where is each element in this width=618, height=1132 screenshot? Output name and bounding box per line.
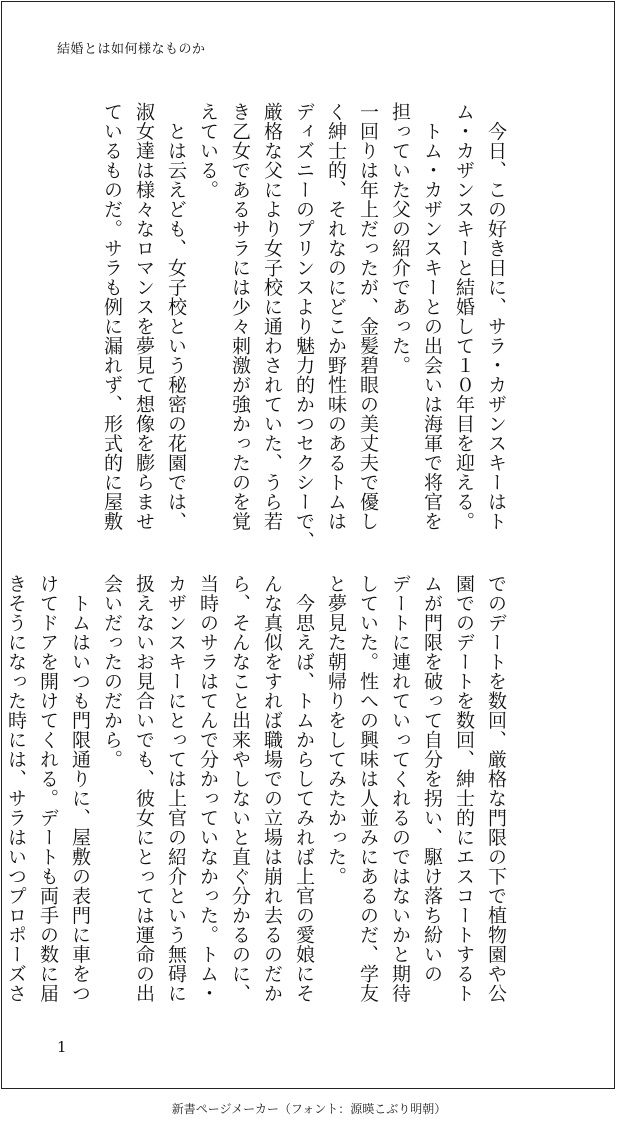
text-column: とは云えども、女子校という秘密の花園では、	[165, 102, 187, 531]
upper-text-block	[96, 102, 512, 551]
text-column: でのデートを数回、厳格な門限の下で植物園や公	[485, 574, 507, 1003]
running-title: 結婚とは如何様なものか	[57, 42, 206, 57]
text-column: き乙女であるサラには少々刺激が強かったのを覚	[229, 102, 251, 531]
text-column: ム・カザンスキーと結婚して１０年目を迎える。	[453, 102, 475, 531]
text-column: 扱えないお見合いでも、彼女にとっては運命の出	[133, 574, 155, 1003]
text-column: していた。性への興味は人並みにあるのだ、学友	[357, 574, 379, 1003]
text-column: トムはいつも門限通りに、屋敷の表門に車をつ	[69, 574, 91, 1003]
text-column: 会いだったのだから。	[101, 574, 123, 769]
text-column: きそうになった時には、サラはいつプロポーズさ	[5, 574, 27, 1003]
text-column: ているものだ。サラも例に漏れず、形式的に屋敷	[101, 102, 123, 531]
text-column: デートに連れていってくれるのではないかと期待	[389, 574, 411, 1003]
text-column: んな真似をすれば職場での立場は崩れ去るのだか	[261, 574, 283, 1003]
text-column: 当時のサラはてんで分かっていなかった。トム・	[197, 574, 219, 1003]
text-column: カザンスキーにとっては上官の紹介という無碍に	[165, 574, 187, 1003]
footer-credit: 新書ページメーカー（フォント：源暎こぶり明朝）	[171, 1102, 447, 1116]
text-column: と夢見た朝帰りをしてみたかった。	[325, 574, 347, 886]
text-column: 園でのデートを数回、紳士的にエスコートするト	[453, 574, 475, 1003]
text-column: ら、そんなこと出来やしないと直ぐ分かるのに、	[229, 574, 251, 1003]
text-column: ムが門限を破って自分を拐い、駆け落ち紛いの	[421, 574, 443, 984]
text-column: 一回りは年上だったが、金髪碧眼の美丈夫で優し	[357, 102, 379, 531]
text-column: けてドアを開けてくれる。デートも両手の数に届	[37, 574, 59, 1003]
book-page	[1, 1, 615, 1089]
page-number: 1	[57, 1038, 67, 1056]
text-column: 淑女達は様々なロマンスを夢見て想像を膨らませ	[133, 102, 155, 531]
text-column: トム・カザンスキーとの出会いは海軍で将官を	[421, 102, 443, 531]
text-column: 今日、この好き日に、サラ・カザンスキーはト	[485, 102, 507, 531]
text-column: ディズニーのプリンスより魅力的かつセクシーで、	[293, 102, 315, 551]
text-column: 今思えば、トムからしてみれば上官の愛娘にそ	[293, 574, 315, 1003]
text-column: 厳格な父により女子校に通わされていた、うら若	[261, 102, 283, 531]
text-column: 担っていた父の紹介であった。	[389, 102, 411, 375]
text-column: えている。	[197, 102, 219, 200]
lower-text-block	[0, 574, 512, 1004]
text-column: く紳士的、それなのにどこか野性味のあるトムは	[325, 102, 347, 531]
